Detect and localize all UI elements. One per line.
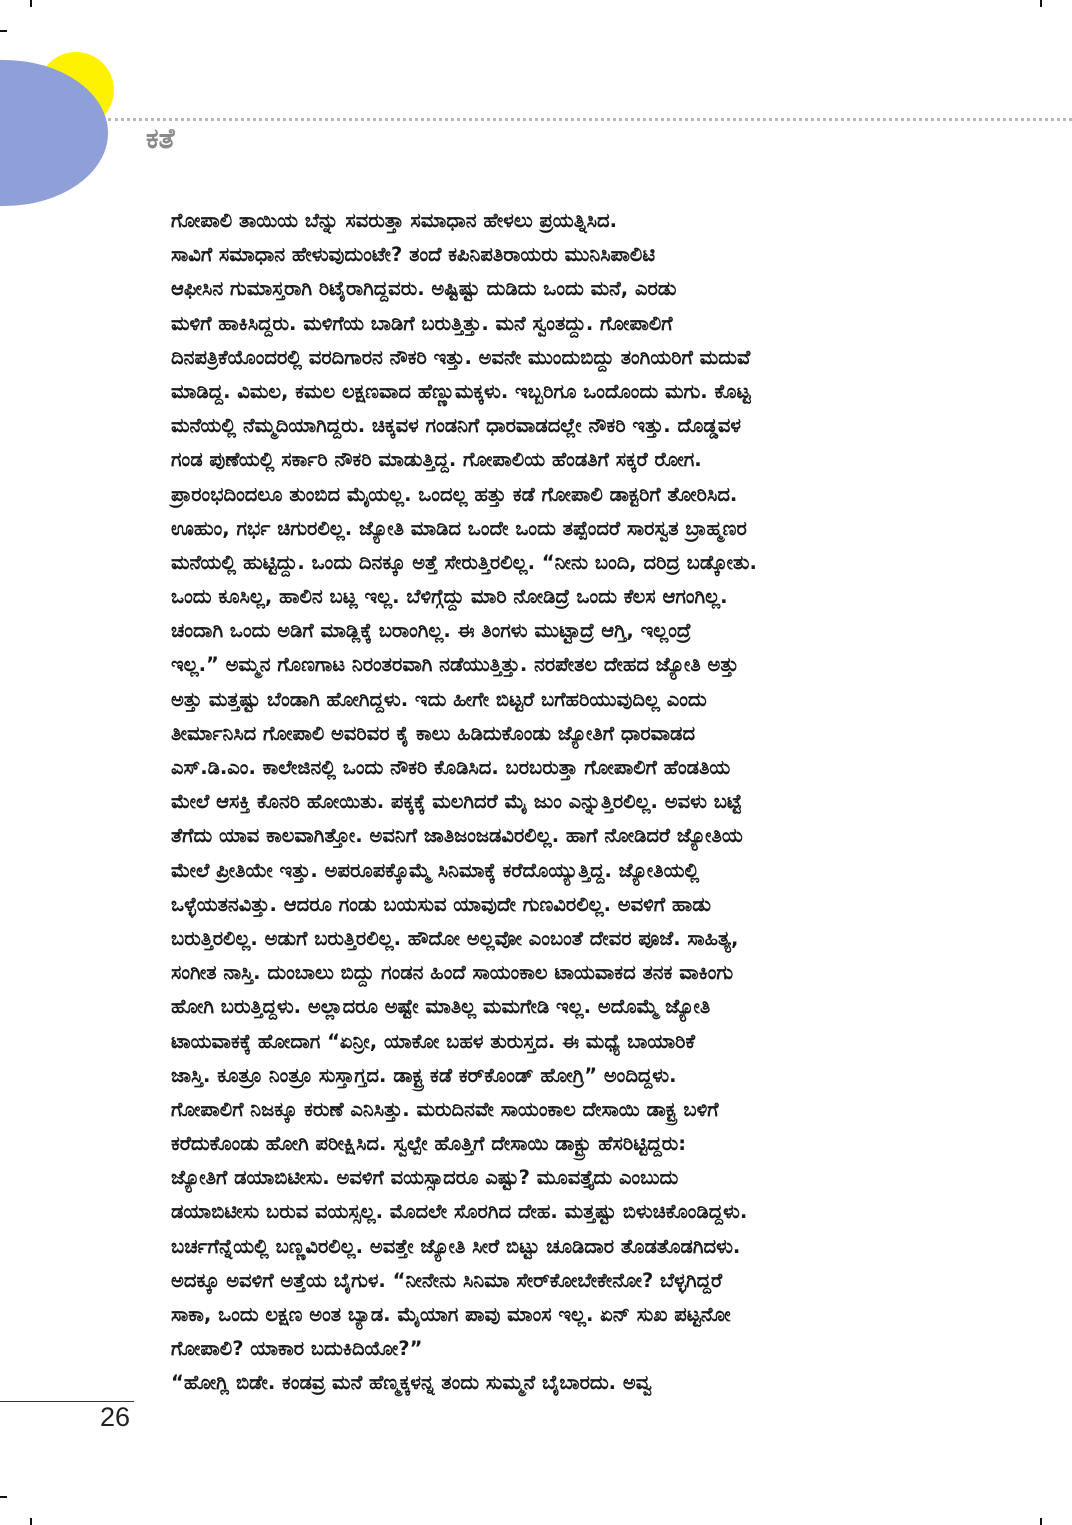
story-line: ಸಂಗೀತ ನಾಸ್ತಿ. ದುಂಬಾಲು ಬಿದ್ದು ಗಂಡನ ಹಿಂದೆ ಸಾಯಂಕಾಲ ಟಾಯವಾಕದ ತನಕ ವಾಕಿಂಗು <box>171 961 734 985</box>
story-line: ಅದಕ್ಕೂ ಅವಳಿಗೆ ಅತ್ತೆಯ ಬೈಗುಳ. “ನೀನೇನು ಸಿನಿಮಾ ಸೇರ್‌ಕೋಬೇಕೇನೋ? ಬೆಳ್ಳಗಿದ್ದರೆ <box>171 1268 723 1292</box>
story-line: ಗೋಪಾಲಿ ತಾಯಿಯ ಬೆನ್ನು ಸವರುತ್ತಾ ಸಮಾಧಾನ ಹೇಳಲು ಪ್ರಯತ್ನಿಸಿದ. <box>171 209 618 232</box>
story-line: ಮೇಲೆ ಆಸಕ್ತಿ ಕೊನರಿ ಹೋಯಿತು. ಪಕ್ಕಕ್ಕೆ ಮಲಗಿದರೆ ಮೈ ಜುಂ ಎನ್ನುತ್ತಿರಲಿಲ್ಲ. ಅವಳು ಬಟ್ಟೆ <box>171 790 742 814</box>
page-number: 26 <box>100 1402 131 1432</box>
story-line: ಇಲ್ಲ.” ಅಮ್ಮನ ಗೊಣಗಾಟ ನಿರಂತರವಾಗಿ ನಡೆಯುತ್ತಿತ್ತು. ನರಪೇತಲ ದೇಹದ ಜ್ಯೋತಿ ಅತ್ತು <box>171 653 739 677</box>
story-line: ಮಾಡಿದ್ದ. ವಿಮಲ, ಕಮಲ ಲಕ್ಷಣವಾದ ಹೆಣ್ಣುಮಕ್ಕಳು. ಇಬ್ಬರಿಗೂ ಒಂದೊಂದು ಮಗು. ಕೊಟ್ಟ <box>171 379 751 403</box>
story-line: ಸಾಕಾ, ಒಂದು ಲಕ್ಷಣ ಅಂತ ಬ್ಯಾಡ. ಮೈಯಾಗ ಪಾವು ಮಾಂಸ ಇಲ್ಲ. ಏನ್ ಸುಖ ಪಟ್ಟನೋ <box>171 1303 731 1326</box>
story-line: ಜ್ಯೋತಿಗೆ ಡಯಾಬಿಟೀಸು. ಅವಳಿಗೆ ವಯಸ್ಸಾದರೂ ಎಷ್ಟು? ಮೂವತ್ತೈದು ಎಂಬುದು <box>171 1166 679 1190</box>
story-line: ಗಂಡ ಪುಣೆಯಲ್ಲಿ ಸರ್ಕಾರಿ ನೌಕರಿ ಮಾಡುತ್ತಿದ್ದ. ಗೋಪಾಲಿಯ ಹೆಂಡತಿಗೆ ಸಕ್ಕರೆ ರೋಗ. <box>171 448 702 472</box>
story-line: “ಹೋಗ್ಲಿ ಬಿಡೇ. ಕಂಡವ್ರ ಮನೆ ಹೆಣ್ಮಕ್ಕಳನ್ನ ತಂದು ಸುಮ್ಮನೆ ಬೈಬಾರದು. ಅವ್ವ <box>171 1371 652 1395</box>
story-line: ಎಸ್.ಡಿ.ಎಂ. ಕಾಲೇಜಿನಲ್ಲಿ ಒಂದು ನೌಕರಿ ಕೊಡಿಸಿದ. ಬರಬರುತ್ತಾ ಗೋಪಾಲಿಗೆ ಹೆಂಡತಿಯ <box>171 756 731 779</box>
story-line: ಊಹುಂ, ಗರ್ಭ ಚಿಗುರಲಿಲ್ಲ. ಜ್ಯೋತಿ ಮಾಡಿದ ಒಂದೇ ಒಂದು ತಪ್ಪೆಂದರೆ ಸಾರಸ್ವತ ಬ್ರಾಹ್ಮಣರ <box>171 516 747 540</box>
story-line: ತೀರ್ಮಾನಿಸಿದ ಗೋಪಾಲಿ ಅವರಿವರ ಕೈ ಕಾಲು ಹಿಡಿದುಕೊಂಡು ಜ್ಯೋತಿಗೆ ಧಾರವಾಡದ <box>171 721 696 745</box>
story-line: ಚಂದಾಗಿ ಒಂದು ಅಡಿಗೆ ಮಾಡ್ಲಿಕ್ಕೆ ಬರಾಂಗಿಲ್ಲ. ಈ ತಿಂಗಳು ಮುಟ್ಟಾದ್ರೆ ಆಗ್ತಿ, ಇಲ್ಲಂದ್ರೆ <box>171 619 692 643</box>
story-line: ಗೋಪಾಲಿಗೆ ನಿಜಕ್ಕೂ ಕರುಣೆ ಎನಿಸಿತ್ತು. ಮರುದಿನವೇ ಸಾಯಂಕಾಲ ದೇಸಾಯಿ ಡಾಕ್ಟ್ರ ಬಳಿಗೆ <box>171 1097 719 1121</box>
story-line: ಬರುತ್ತಿರಲಿಲ್ಲ. ಅಡುಗೆ ಬರುತ್ತಿರಲಿಲ್ಲ. ಹೌದೋ ಅಲ್ಲವೋ ಎಂಬಂತೆ ದೇವರ ಪೂಜೆ. ಸಾಹಿತ್ಯ, <box>171 926 739 950</box>
story-line: ತೆಗೆದು ಯಾವ ಕಾಲವಾಗಿತ್ತೋ. ಅವನಿಗೆ ಜಾತಿಜಂಜಡವಿರಲಿಲ್ಲ. ಹಾಗೆ ನೋಡಿದರೆ ಜ್ಯೋತಿಯ <box>171 824 743 848</box>
story-line: ಆಫೀಸಿನ ಗುಮಾಸ್ತರಾಗಿ ರಿಟೈರಾಗಿದ್ದವರು. ಅಷ್ಟಿಷ್ಟು ದುಡಿದು ಒಂದು ಮನೆ, ಎರಡು <box>171 277 677 301</box>
story-line: ಪ್ರಾರಂಭದಿಂದಲೂ ತುಂಬಿದ ಮೈಯಲ್ಲ. ಒಂದಲ್ಲ ಹತ್ತು ಕಡೆ ಗೋಪಾಲಿ ಡಾಕ್ಟರಿಗೆ ತೋರಿಸಿದ. <box>171 482 738 506</box>
story-line: ಮಳಿಗೆ ಹಾಕಿಸಿದ್ದರು. ಮಳಿಗೆಯ ಬಾಡಿಗೆ ಬರುತ್ತಿತ್ತು. ಮನೆ ಸ್ವಂತದ್ದು. ಗೋಪಾಲಿಗೆ <box>171 311 673 335</box>
story-line: ಮನೆಯಲ್ಲಿ ಹುಟ್ಟಿದ್ದು. ಒಂದು ದಿನಕ್ಕೂ ಅತ್ತೆ ಸೇರುತ್ತಿರಲಿಲ್ಲ. “ನೀನು ಬಂದಿ, ದರಿದ್ರ ಬಡ್ಕೋತು. <box>171 550 757 574</box>
story-body <box>171 204 951 1401</box>
story-line: ಸಾವಿಗೆ ಸಮಾಧಾನ ಹೇಳುವುದುಂಟೇ? ತಂದೆ ಕಪಿನಿಪತಿರಾಯರು ಮುನಿಸಿಪಾಲಿಟಿ <box>171 243 656 267</box>
story-line: ಕರೆದುಕೊಂಡು ಹೋಗಿ ಪರೀಕ್ಷಿಸಿದ. ಸ್ವಲ್ಪೇ ಹೊತ್ತಿಗೆ ದೇಸಾಯಿ ಡಾಕ್ಟ್ರು ಹೆಸರಿಟ್ಟಿದ್ದರು: <box>171 1132 687 1156</box>
section-title: ಕತೆ <box>146 122 175 155</box>
crop-mark-top-left <box>30 0 32 7</box>
crop-mark-bottom-left <box>30 1518 32 1525</box>
story-line: ಟಾಯವಾಕಕ್ಕೆ ಹೋದಾಗ “ಏನ್ರೀ, ಯಾಕೋ ಬಹಳ ತುರುಸ್ತದ. ಈ ಮಧ್ಯೆ ಬಾಯಾರಿಕೆ <box>171 1029 696 1053</box>
story-line: ಒಳ್ಳೆಯತನವಿತ್ತು. ಆದರೂ ಗಂಡು ಬಯಸುವ ಯಾವುದೇ ಗುಣವಿರಲಿಲ್ಲ. ಅವಳಿಗೆ ಹಾಡು <box>171 892 711 916</box>
story-line: ಜಾಸ್ತಿ. ಕೂತ್ರೂ ನಿಂತ್ರೂ ಸುಸ್ತಾಗ್ತದ. ಡಾಕ್ಟ್ರ ಕಡೆ ಕರ್‌ಕೊಂಡ್ ಹೋಗ್ರಿ” ಅಂದಿದ್ದಳು. <box>171 1063 677 1087</box>
crop-mark-bottom-right <box>1040 1518 1042 1525</box>
dotted-header-rule <box>108 118 1072 121</box>
story-line: ಅತ್ತು ಮತ್ತಷ್ಟು ಬೆಂಡಾಗಿ ಹೋಗಿದ್ದಳು. ಇದು ಹೀಗೇ ಬಿಟ್ಟರೆ ಬಗೆಹರಿಯುವುದಿಲ್ಲ ಎಂದು <box>171 687 707 711</box>
story-line: ಗೋಪಾಲಿ? ಯಾಕಾರ ಬದುಕಿದಿಯೋ?” <box>171 1337 423 1361</box>
story-line: ಒಂದು ಕೂಸಿಲ್ಲ, ಹಾಲಿನ ಬಟ್ಲ ಇಲ್ಲ. ಬೆಳಿಗ್ಗೆದ್ದು ಮಾರಿ ನೋಡಿದ್ರೆ ಒಂದು ಕೆಲಸ ಆಗಂಗಿಲ್ಲ. <box>171 585 728 609</box>
story-line: ಹೋಗಿ ಬರುತ್ತಿದ್ದಳು. ಅಲ್ಲಾದರೂ ಅಷ್ಟೇ ಮಾತಿಲ್ಲ ಮಮಗೇಡಿ ಇಲ್ಲ. ಅದೊಮ್ಮೆ ಜ್ಯೋತಿ <box>171 995 711 1019</box>
crop-mark-top-right <box>1040 0 1042 7</box>
story-line: ಬರ್ಚಗೆನ್ನೆಯಲ್ಲಿ ಬಣ್ಣವಿರಲಿಲ್ಲ. ಅವತ್ತೇ ಜ್ಯೋತಿ ಸೀರೆ ಬಿಟ್ಟು ಚೂಡಿದಾರ ತೊಡತೊಡಗಿದಳು. <box>171 1234 741 1258</box>
story-line: ಮನೆಯಲ್ಲಿ ನೆಮ್ಮದಿಯಾಗಿದ್ದರು. ಚಿಕ್ಕವಳ ಗಂಡನಿಗೆ ಧಾರವಾಡದಲ್ಲೇ ನೌಕರಿ ಇತ್ತು. ದೊಡ್ಡವಳ <box>171 414 742 438</box>
story-line: ದಿನಪತ್ರಿಕೆಯೊಂದರಲ್ಲಿ ವರದಿಗಾರನ ನೌಕರಿ ಇತ್ತು. ಅವನೇ ಮುಂದುಬಿದ್ದು ತಂಗಿಯರಿಗೆ ಮದುವೆ <box>171 345 751 369</box>
crop-mark-left-upper <box>0 30 7 32</box>
story-line: ಡಯಾಬಿಟೀಸು ಬರುವ ವಯಸ್ಸಲ್ಲ. ಮೊದಲೇ ಸೊರಗಿದ ದೇಹ. ಮತ್ತಷ್ಟು ಬಿಳುಚಿಕೊಂಡಿದ್ದಳು. <box>171 1200 748 1224</box>
crop-mark-left-lower <box>0 1496 7 1498</box>
story-line: ಮೇಲೆ ಪ್ರೀತಿಯೇ ಇತ್ತು. ಅಪರೂಪಕ್ಕೊಮ್ಮೆ ಸಿನಿಮಾಕ್ಕೆ ಕರೆದೊಯ್ಯುತ್ತಿದ್ದ. ಜ್ಯೋತಿಯಲ್ಲಿ <box>171 858 700 882</box>
